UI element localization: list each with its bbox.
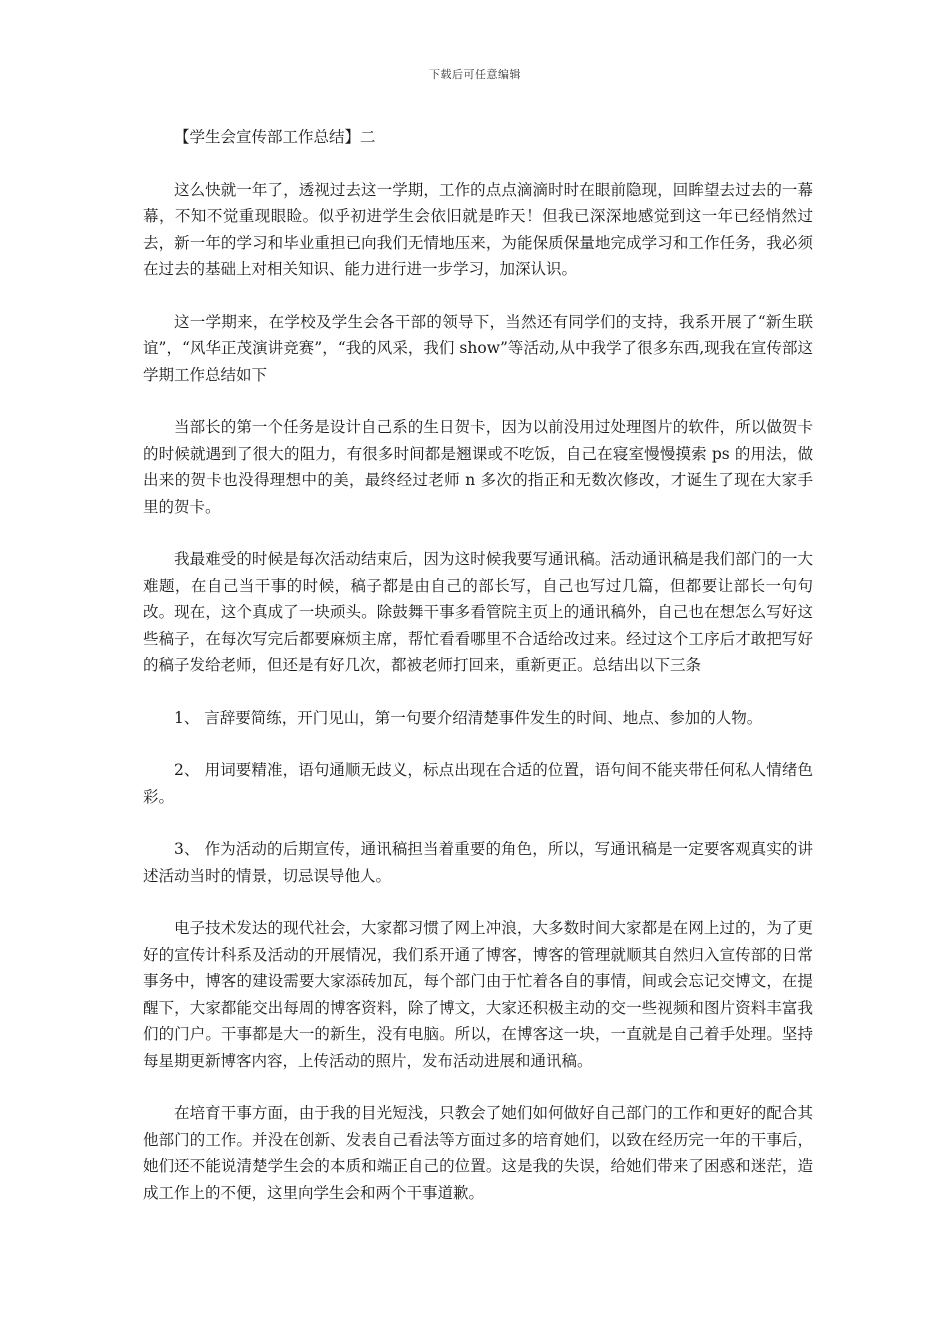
- document-title: 【学生会宣传部工作总结】二: [174, 128, 376, 146]
- list-item-3: 3、 作为活动的后期宣传，通讯稿担当着重要的角色，所以，写通讯稿是一定要客观真实的讲述活动当时的情景，切忌误导他人。: [143, 840, 813, 885]
- paragraph-intro: 这么快就一年了，透视过去这一学期，工作的点点滴滴时时在眼前隐现，回眸望去过去的一幕幕，不知不觉重现眼睑。似乎初进学生会依旧就是昨天！但我已深深地感觉到这一年已经悄然过去，新一年的学习和毕业重担已向我们无情地压来，为能保质保量地完成学习和工作任务，我必须在过去的基础上对相关知识、能力进行进一步学习，加深认识。: [143, 180, 813, 278]
- paragraph-activities: 这一学期来，在学校及学生会各干部的领导下，当然还有同学们的支持，我系开展了“新生联谊”，“风华正茂演讲竞赛”，“我的风采，我们 show”等活动,从中我学了很多东西,现我在宣传部这学期工作总结如下: [143, 312, 813, 384]
- paragraph-greeting-card: 当部长的第一个任务是设计自己系的生日贺卡，因为以前没用过处理图片的软件，所以做贺卡的时候就遇到了很大的阻力，有很多时间都是翘课或不吃饭，自己在寝室慢慢摸索 ps 的用法，做出来的贺卡也没得理想中的美，最终经过老师 n 多次的指正和无数次修改，才诞生了现在大家手里的贺卡。: [143, 418, 813, 516]
- paragraph-blog: 电子技术发达的现代社会，大家都习惯了网上冲浪，大多数时间大家都是在网上过的，为了更好的宣传计科系及活动的开展情况，我们系开通了博客，博客的管理就顺其自然归入宣传部的日常事务中，博客的建设需要大家添砖加瓦，每个部门由于忙着各自的事情，间或会忘记交博文，在提醒下，大家都能交出每周的博客资料，除了博文，大家还积极主动的交一些视频和图片资料丰富我们的门户。干事都是大一的新生，没有电脑。所以，在博客这一块，一直就是自己着手处理。坚持每星期更新博客内容，上传活动的照片，发布活动进展和通讯稿。: [143, 919, 813, 1070]
- paragraph-training: 在培育干事方面，由于我的目光短浅，只教会了她们如何做好自己部门的工作和更好的配合其他部门的工作。并没在创新、发表自己看法等方面过多的培育她们，以致在经历完一年的干事后，她们还不能说清楚学生会的本质和端正自己的位置。这是我的失误，给她们带来了困惑和迷茫，造成工作上的不便，这里向学生会和两个干事道歉。: [143, 1104, 813, 1202]
- list-item-1: 1、 言辞要简练，开门见山，第一句要介绍清楚事件发生的时间、地点、参加的人物。: [174, 708, 763, 727]
- document-body: [143, 124, 813, 1232]
- list-item-2: 2、 用词要精准，语句通顺无歧义，标点出现在合适的位置，语句间不能夹带任何私人情绪色彩。: [143, 761, 813, 806]
- header-note: 下载后可任意编辑: [429, 68, 521, 81]
- paragraph-news-writing: 我最难受的时候是每次活动结束后，因为这时候我要写通讯稿。活动通讯稿是我们部门的一大难题，在自己当干事的时候，稿子都是由自己的部长写，自己也写过几篇，但都要让部长一句句改。现在，这个真成了一块顽头。除鼓舞干事多看管院主页上的通讯稿外，自己也在想怎么写好这些稿子，在每次写完后都要麻烦主席，帮忙看看哪里不合适给改过来。经过这个工序后才敢把写好的稿子发给老师，但还是有好几次，都被老师打回来，重新更正。总结出以下三条: [143, 550, 813, 674]
